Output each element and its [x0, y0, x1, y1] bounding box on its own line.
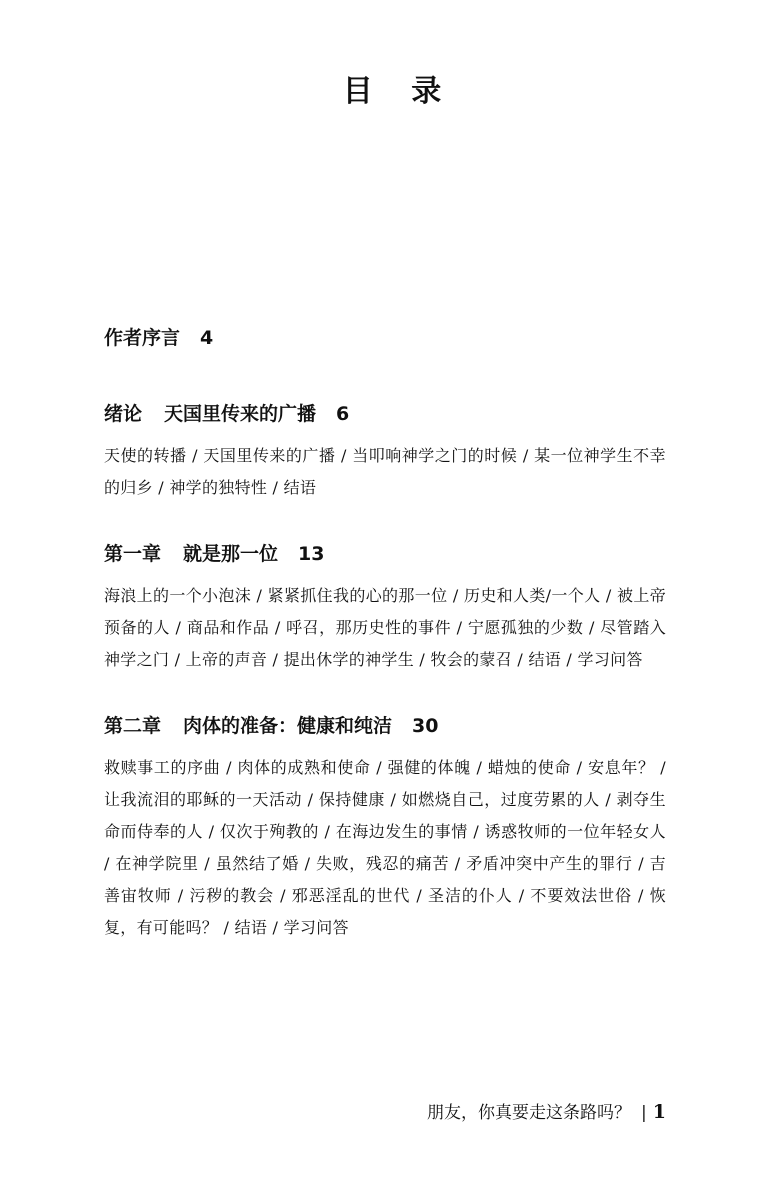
footer-page-number: 1	[652, 1101, 666, 1123]
toc-entry-heading	[104, 540, 666, 568]
running-book-title: 朋友，你真要走这条路吗？	[427, 1103, 632, 1123]
chapter-label: 第二章	[104, 715, 162, 737]
toc-entry-heading	[104, 400, 666, 428]
toc-entry-chapter-2	[104, 712, 666, 944]
table-of-contents	[104, 324, 666, 980]
section-contents: 天使的转播 / 天国里传来的广播 / 当叩响神学之门的时候 / 某一位神学生不幸的归乡 / 神学的独特性 / 结语	[104, 446, 666, 497]
toc-entry-heading	[104, 712, 666, 740]
chapter-label: 作者序言	[104, 327, 181, 349]
chapter-title: 天国里传来的广播	[164, 403, 317, 425]
chapter-label: 绪论	[104, 403, 143, 425]
toc-entry-preface	[104, 324, 666, 352]
section-contents: 海浪上的一个小泡沫 / 紧紧抓住我的心的那一位 / 历史和人类/一个人 / 被上帝预备的人 / 商品和作品 / 呼召，那历史性的事件 / 宁愿孤独的少数 / 尽管踏入神学之门 / 上帝的声音 / 提出休学的神学生 / 牧会的蒙召 / 结语 / 学习问答	[104, 586, 666, 669]
page-number: 4	[200, 327, 214, 349]
toc-entry-heading	[104, 324, 666, 352]
page-title: 目 录	[342, 74, 456, 109]
page-number: 13	[298, 543, 325, 565]
page-footer	[427, 1098, 666, 1123]
chapter-title: 就是那一位	[183, 543, 279, 565]
section-contents: 救赎事工的序曲 / 肉体的成熟和使命 / 强健的体魄 / 蜡烛的使命 / 安息年？ / 让我流泪的耶稣的一天活动 / 保持健康 / 如燃烧自己，过度劳累的人 / 剥夺生命而侍奉的人 / 仅次于殉教的 / 在海边发生的事情 / 诱惑牧师的一位年轻女人 / 在神学院里 / 虽然结了婚 / 失败，残忍的痛苦 / 矛盾冲突中产生的罪行 / 吉善宙牧师 / 污秽的教会 / 邪恶淫乱的世代 / 圣洁的仆人 / 不要效法世俗 / 恢复，有可能吗？ / 结语 / 学习问答	[104, 758, 666, 937]
page-number: 6	[336, 403, 350, 425]
toc-entry-introduction	[104, 400, 666, 504]
chapter-label: 第一章	[104, 543, 162, 565]
page-number: 30	[412, 715, 439, 737]
chapter-title: 肉体的准备：健康和纯洁	[183, 715, 393, 737]
toc-entry-chapter-1	[104, 540, 666, 676]
footer-separator: |	[641, 1103, 647, 1123]
